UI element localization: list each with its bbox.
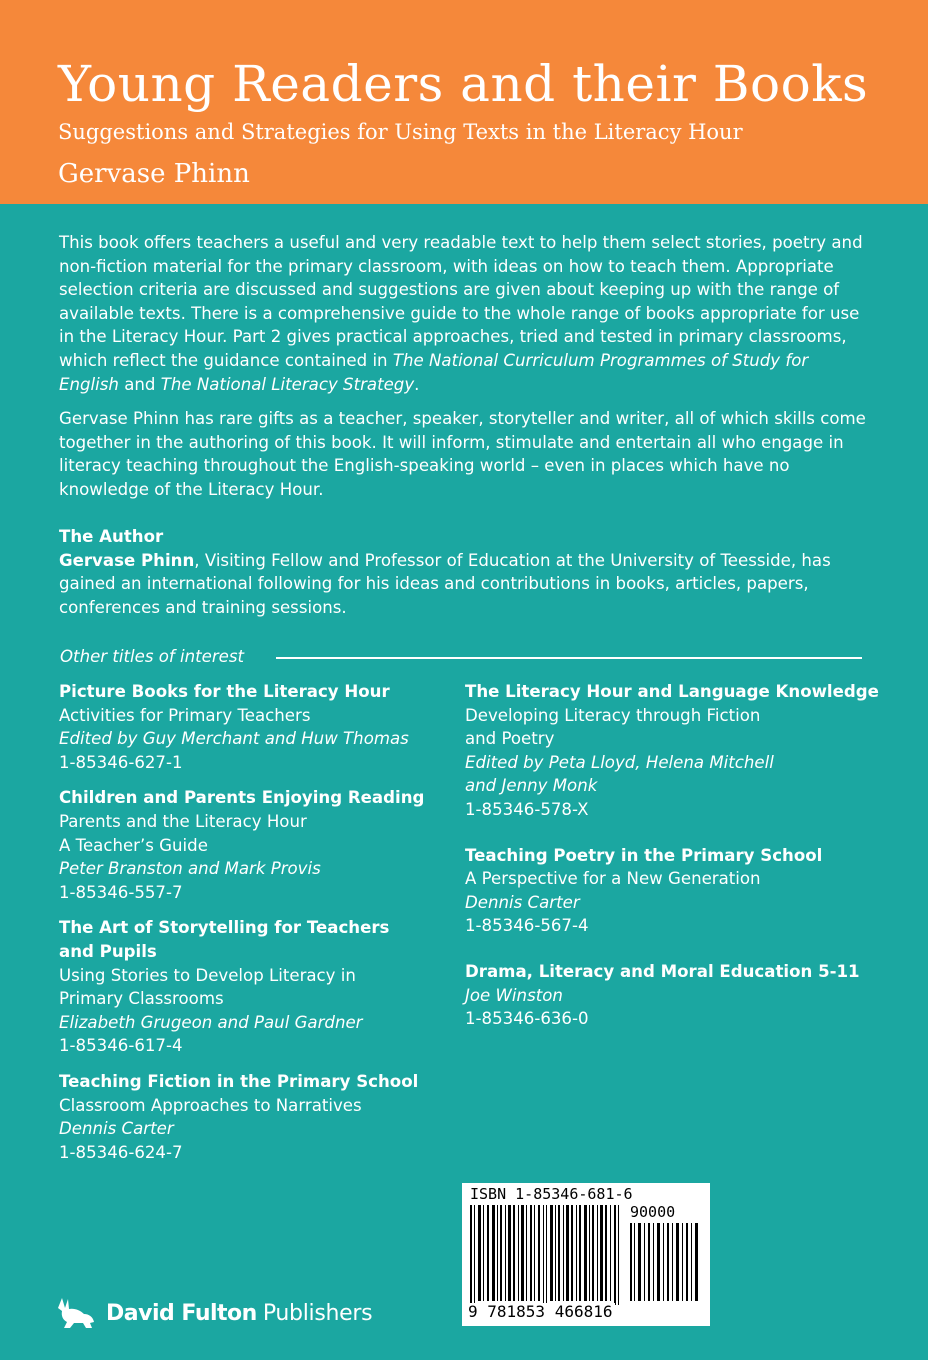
other-title-editor: Dennis Carter — [465, 892, 580, 912]
ean-number: 9 781853 466816 — [468, 1302, 613, 1321]
other-title-editor: Peter Branston and Mark Provis — [59, 859, 321, 879]
other-title-subtitle: Classroom Approaches to Narratives — [59, 1095, 362, 1115]
other-title-entry — [465, 960, 865, 1031]
desc-text: . — [414, 374, 420, 394]
author-bio: , Visiting Fellow and Professor of Education at the University of Teesside, has gained an international following for his ideas and contributions in books, articles, papers, conferences and training sessions. — [59, 550, 831, 617]
other-title-subtitle: Primary Classrooms — [59, 989, 224, 1009]
author-section — [59, 525, 869, 619]
other-title-name: Teaching Fiction in the Primary School — [59, 1071, 419, 1091]
desc-text: Gervase Phinn has rare gifts as a teacher, speaker, storyteller and writer, all of which skills come together in the authoring of this book. It will inform, stimulate and entertain all who engage in literacy teaching throughout the English-speaking world – even in places which have no knowledge of the Literacy Hour. — [59, 409, 866, 499]
other-title-entry — [59, 916, 459, 1058]
other-title-isbn: 1-85346-627-1 — [59, 752, 183, 772]
other-title-name: Picture Books for the Literacy Hour — [59, 682, 390, 701]
other-title-isbn: 1-85346-617-4 — [59, 1036, 183, 1056]
other-title-entry — [59, 1070, 459, 1164]
desc-text: This book offers teachers a useful and very readable text to help them select stories, poetry and non-fiction material for the primary classroom, with ideas on how to teach them. Appropriate selection criteria are discussed and suggestions are given about keeping up with the range of available texts. There is a comprehensive guide to the whole range of books appropriate for use in the Literacy Hour. Part 2 gives practical approaches, tried and tested in primary classrooms, which reflect the guidance contained in — [59, 233, 863, 370]
description-paragraph-1 — [59, 231, 869, 396]
hare-icon — [56, 1296, 96, 1330]
other-title-name: The Literacy Hour and Language Knowledge — [465, 682, 879, 701]
publisher-word: Publishers — [262, 1300, 373, 1326]
other-title-name: Teaching Poetry in the Primary School — [465, 845, 823, 865]
other-title-isbn: 1-85346-624-7 — [59, 1142, 183, 1162]
other-title-subtitle: A Teacher’s Guide — [59, 835, 208, 855]
other-title-isbn: 1-85346-567-4 — [465, 916, 589, 936]
publisher-name: David Fulton — [106, 1300, 257, 1326]
book-subtitle: Suggestions and Strategies for Using Texts in the Literacy Hour — [58, 120, 743, 144]
book-author: Gervase Phinn — [58, 159, 250, 189]
other-title-editor: and Jenny Monk — [465, 776, 598, 796]
other-title-name: Children and Parents Enjoying Reading — [59, 788, 425, 808]
author-heading: The Author — [59, 527, 164, 546]
other-title-subtitle: Developing Literacy through Fiction — [465, 705, 761, 725]
other-title-subtitle: Using Stories to Develop Literacy in — [59, 965, 356, 985]
barcode-bars-icon — [468, 1205, 626, 1305]
publisher-logo — [56, 1294, 372, 1332]
other-title-isbn: 1-85346-636-0 — [465, 1009, 589, 1029]
description-paragraph-2 — [59, 407, 869, 501]
other-title-subtitle: Activities for Primary Teachers — [59, 705, 311, 725]
barcode — [462, 1183, 710, 1326]
other-titles-left-column — [59, 680, 459, 1176]
other-title-name: and Pupils — [59, 941, 157, 961]
other-title-subtitle: A Perspective for a New Generation — [465, 869, 761, 889]
price-code: 90000 — [630, 1203, 676, 1221]
other-title-editor: Edited by Peta Lloyd, Helena Mitchell — [465, 752, 774, 772]
other-title-subtitle: and Poetry — [465, 729, 555, 749]
author-bio-name: Gervase Phinn — [59, 550, 195, 570]
desc-italic-title: The National Literacy Strategy — [160, 374, 415, 394]
isbn-label: ISBN 1-85346-681-6 — [470, 1185, 633, 1203]
other-title-editor: Elizabeth Grugeon and Paul Gardner — [59, 1012, 363, 1032]
other-title-entry — [465, 680, 879, 822]
other-title-entry — [59, 680, 459, 774]
other-title-name: The Art of Storytelling for Teachers — [59, 918, 390, 938]
other-title-editor: Joe Winston — [465, 985, 563, 1005]
other-title-isbn: 1-85346-578-X — [465, 799, 589, 819]
desc-text: and — [118, 374, 161, 394]
divider — [276, 657, 862, 659]
page-edge — [928, 0, 946, 1360]
other-title-entry — [59, 786, 459, 904]
other-title-isbn: 1-85346-557-7 — [59, 882, 183, 902]
other-title-editor: Edited by Guy Merchant and Huw Thomas — [59, 729, 409, 749]
other-title-editor: Dennis Carter — [59, 1119, 174, 1139]
other-titles-right-column — [465, 680, 879, 1043]
other-title-entry — [465, 844, 865, 938]
book-title: Young Readers and their Books — [58, 55, 869, 113]
desc-italic-title: The National Curriculum Programmes of Study for English — [59, 350, 809, 394]
other-title-subtitle: Parents and the Literacy Hour — [59, 811, 307, 831]
other-titles-label: Other titles of interest — [60, 647, 245, 666]
price-barcode-bars-icon — [628, 1223, 704, 1301]
other-title-name: Drama, Literacy and Moral Education 5-11 — [465, 961, 860, 981]
